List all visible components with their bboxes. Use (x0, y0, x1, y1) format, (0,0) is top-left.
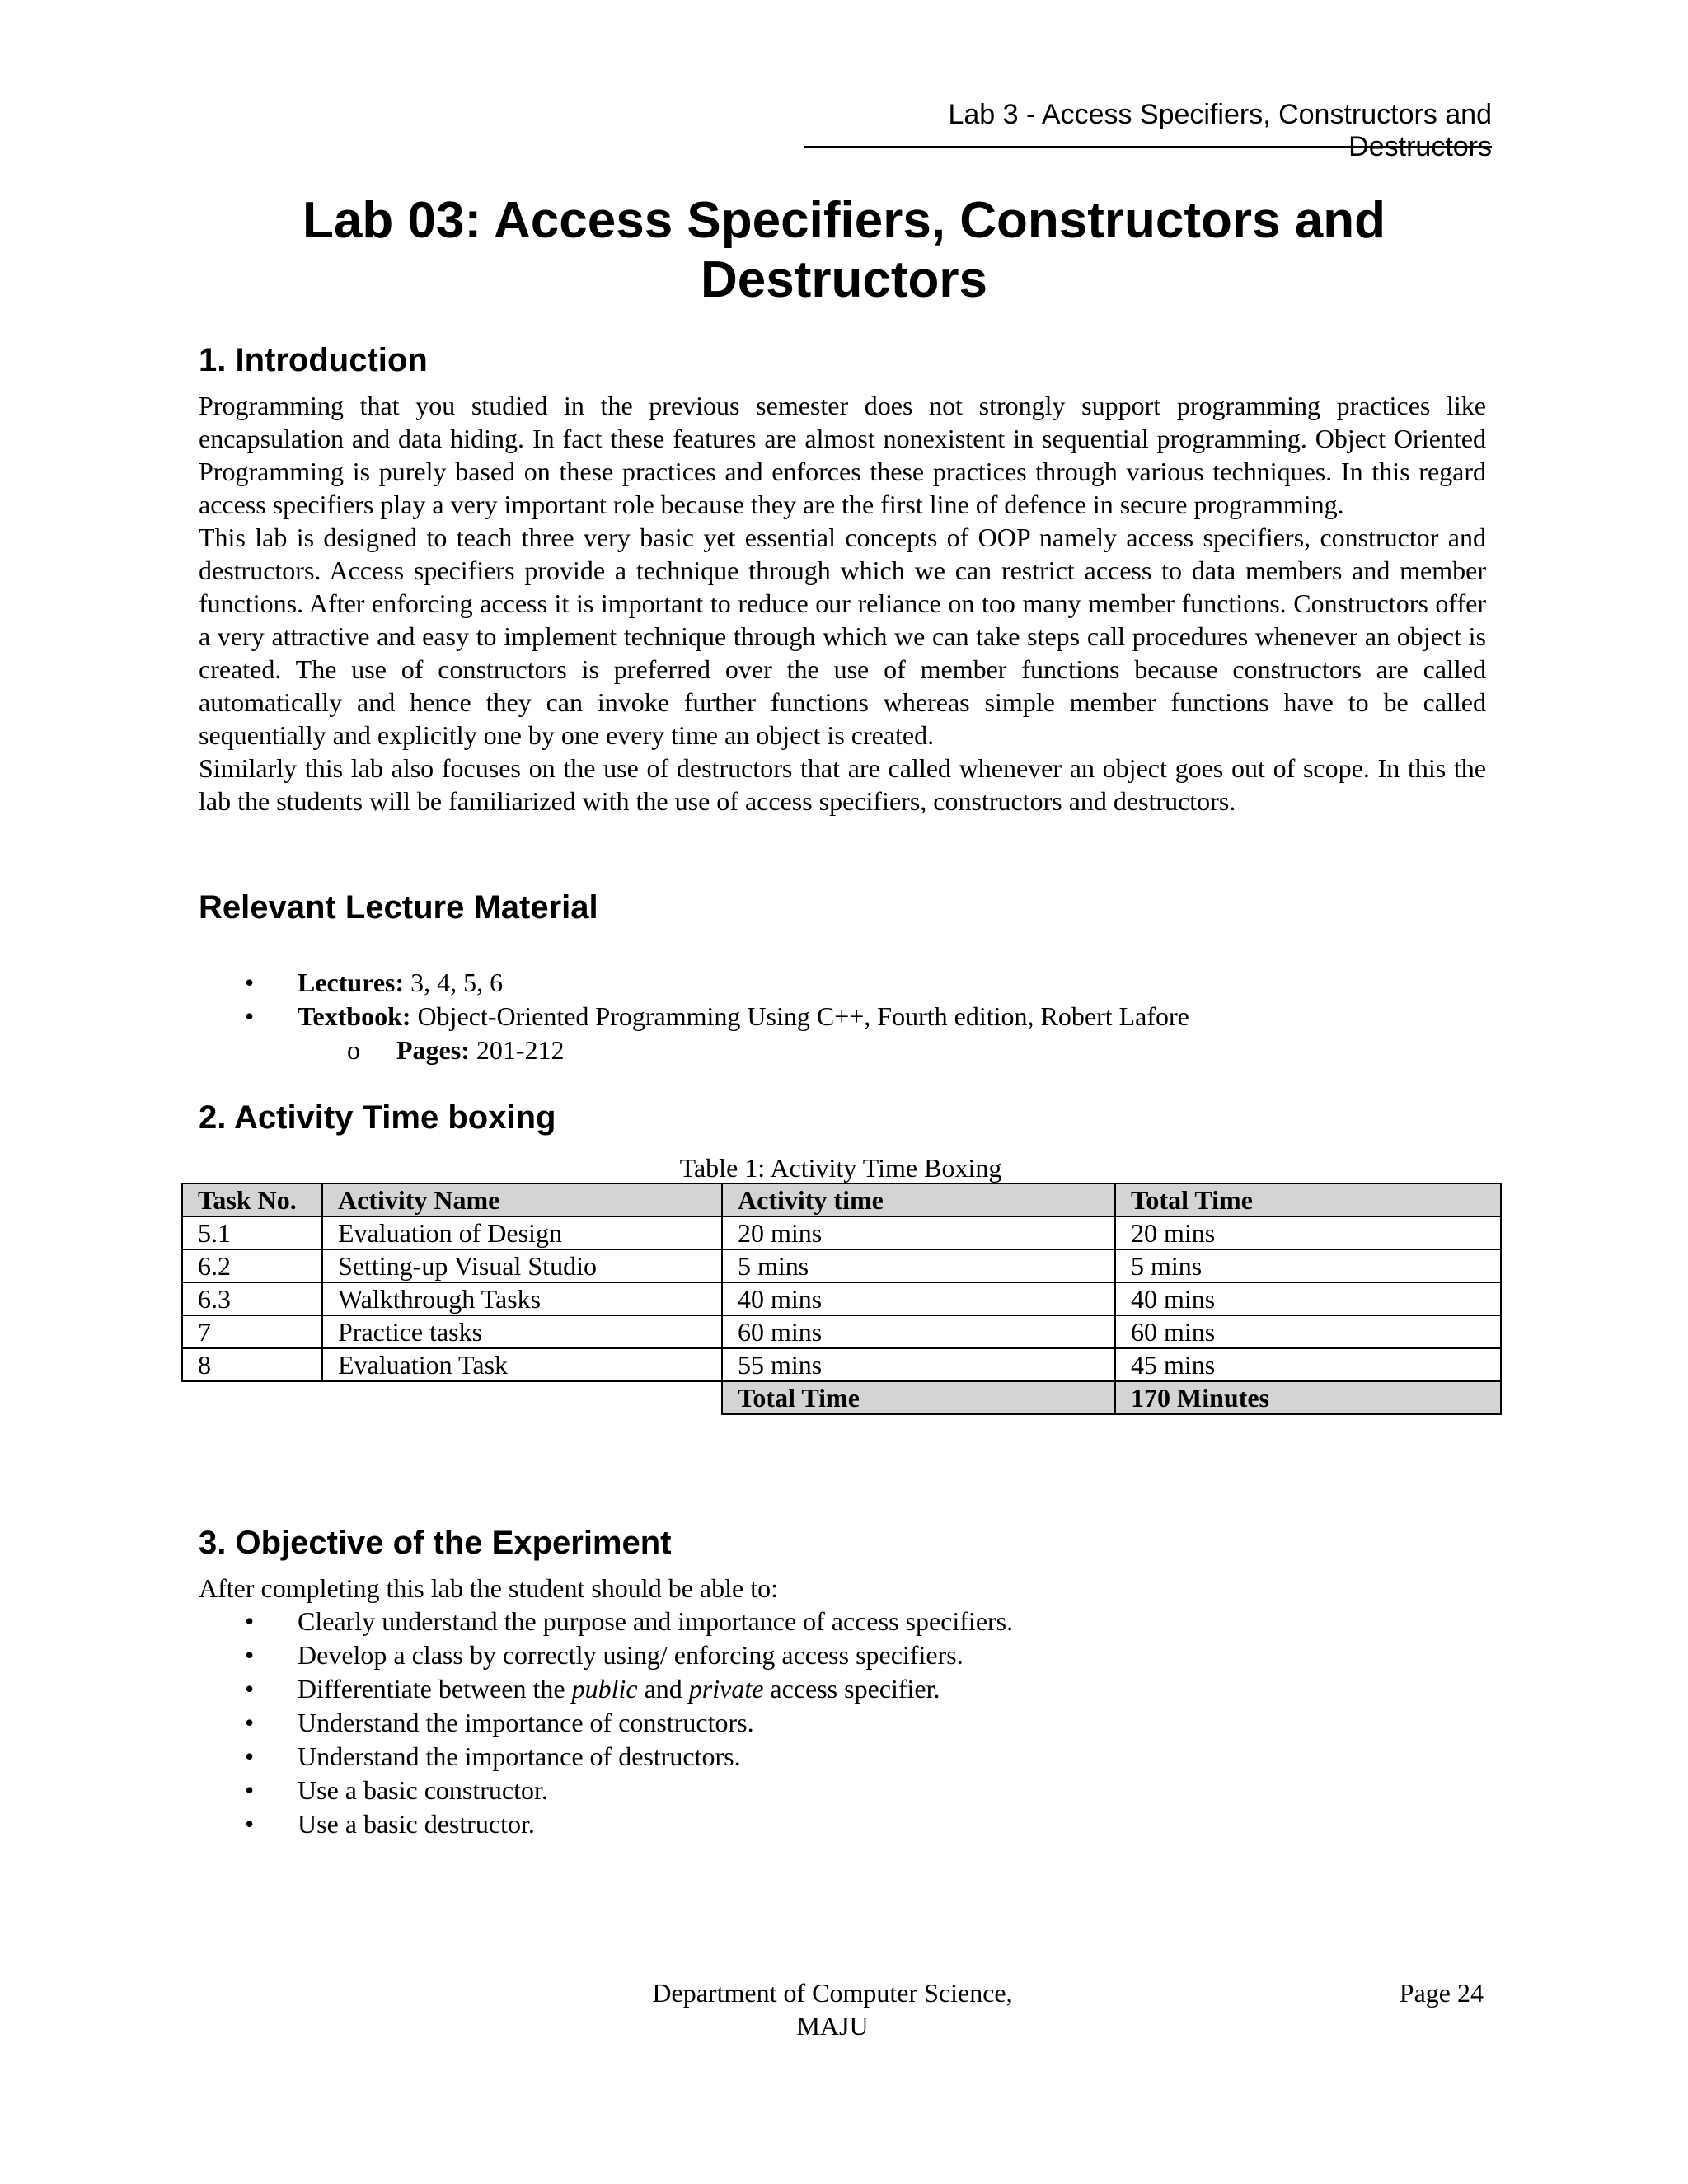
public-keyword: public (571, 1674, 638, 1704)
page-title (148, 191, 1540, 310)
table-cell: 6.3 (182, 1282, 322, 1315)
table-row (182, 1282, 1501, 1315)
private-keyword: private (688, 1674, 764, 1704)
objective-item-pre: Differentiate between the (298, 1674, 572, 1704)
list-item (199, 966, 1484, 1000)
objective-item: Understand the importance of destructors. (298, 1741, 741, 1771)
lecture-material-list (199, 966, 1484, 1067)
list-item (199, 1774, 1484, 1807)
list-item (199, 1605, 1484, 1638)
bullet-icon: • (245, 1640, 255, 1670)
table-cell: 40 mins (1115, 1282, 1501, 1315)
lectures-label: Lectures: (298, 968, 405, 997)
objective-item: Use a basic constructor. (298, 1775, 548, 1805)
objective-list (199, 1605, 1484, 1841)
table-cell: Walkthrough Tasks (322, 1282, 722, 1315)
list-item (199, 1638, 1484, 1672)
intro-paragraph: Similarly this lab also focuses on the use of destructors that are called whenever an object goes out of scope. In this the lab the students will be familiarized with the use of access specifiers, constructors and destructors. (199, 753, 1486, 816)
list-item (199, 1000, 1484, 1033)
total-value: 170 Minutes (1115, 1381, 1501, 1414)
table-cell: 7 (182, 1315, 322, 1348)
table-row (182, 1315, 1501, 1348)
list-item (199, 1033, 1484, 1067)
bullet-icon: • (245, 968, 255, 997)
table-cell: 40 mins (722, 1282, 1115, 1315)
objective-intro: After completing this lab the student should be able to: (199, 1573, 778, 1603)
intro-heading: 1. Introduction (199, 342, 428, 378)
lecture-material-heading: Relevant Lecture Material (199, 889, 598, 926)
sub-bullet-icon: o (347, 1035, 360, 1065)
footer-dept-line-1: Department of Computer Science, (652, 1978, 1013, 2008)
column-header: Total Time (1115, 1183, 1501, 1216)
pages-label: Pages: (396, 1035, 470, 1065)
title-line-2: Destructors (701, 251, 987, 308)
table-total-row (182, 1381, 1501, 1414)
bullet-icon: • (245, 1674, 255, 1704)
footer-department (577, 1976, 1088, 2042)
column-header: Activity Name (322, 1183, 722, 1216)
table-row (182, 1249, 1501, 1282)
list-item (199, 1672, 1484, 1706)
page-number: Page 24 (1399, 1978, 1484, 2008)
table-cell: 5 mins (1115, 1249, 1501, 1282)
table-cell: 55 mins (722, 1348, 1115, 1381)
objective-item: Understand the importance of constructors. (298, 1708, 754, 1737)
list-item (199, 1807, 1484, 1841)
bullet-icon: • (245, 1001, 255, 1031)
activity-table (181, 1183, 1502, 1415)
intro-paragraph: This lab is designed to teach three very basic yet essential concepts of OOP namely access specifiers, constructor and destructors. Access specifiers provide a technique through which we can restrict access to data members and member functions. After enforcing access it is important to reduce our reliance on too many member functions. Constructors offer a very attractive and easy to implement technique through which we can take steps call procedures whenever an object is created. The use of constructors is preferred over the use of member functions because constructors are called automatically and hence they can invoke further functions whereas simple member functions have to be called sequentially and explicitly one by one every time an object is created. (199, 523, 1486, 750)
table-cell: 45 mins (1115, 1348, 1501, 1381)
pages-value: 201-212 (469, 1035, 565, 1065)
footer-dept-line-2: MAJU (796, 2011, 869, 2041)
intro-paragraph: Programming that you studied in the previous semester does not strongly support programming practices like encapsulation and data hiding. In fact these features are almost nonexistent in sequential programming. Object Oriented Programming is purely based on these practices and enforces these practices through various techniques. In this regard access specifiers play a very important role because they are the first line of defence in secure programming. (199, 391, 1486, 519)
table-header-row (182, 1183, 1501, 1216)
objective-heading: 3. Objective of the Experiment (199, 1525, 672, 1561)
table-cell: Evaluation Task (322, 1348, 722, 1381)
table-row (182, 1348, 1501, 1381)
table-cell: 60 mins (1115, 1315, 1501, 1348)
objective-item-post: access specifier. (763, 1674, 940, 1704)
table-cell: Practice tasks (322, 1315, 722, 1348)
bullet-icon: • (245, 1809, 255, 1839)
table-row (182, 1216, 1501, 1249)
empty-cell (182, 1381, 722, 1414)
list-item (199, 1706, 1484, 1740)
objective-item: Use a basic destructor. (298, 1809, 535, 1839)
table-cell: 5.1 (182, 1216, 322, 1249)
table-cell: Setting-up Visual Studio (322, 1249, 722, 1282)
objective-item: Clearly understand the purpose and importance of access specifiers. (298, 1606, 1014, 1636)
bullet-icon: • (245, 1708, 255, 1737)
table-cell: 20 mins (722, 1216, 1115, 1249)
table-cell: Evaluation of Design (322, 1216, 722, 1249)
table-cell: 5 mins (722, 1249, 1115, 1282)
list-item (199, 1740, 1484, 1774)
table-cell: 60 mins (722, 1315, 1115, 1348)
table-cell: 6.2 (182, 1249, 322, 1282)
column-header: Activity time (722, 1183, 1115, 1216)
table-cell: 8 (182, 1348, 322, 1381)
textbook-value: Object-Oriented Programming Using C++, Fourth edition, Robert Lafore (410, 1001, 1189, 1031)
textbook-label: Textbook: (298, 1001, 411, 1031)
bullet-icon: • (245, 1741, 255, 1771)
total-label: Total Time (722, 1381, 1115, 1414)
bullet-icon: • (245, 1606, 255, 1636)
intro-body (199, 389, 1486, 818)
table-caption: Table 1: Activity Time Boxing (679, 1153, 1002, 1183)
title-line-1: Lab 03: Access Specifiers, Constructors and (302, 192, 1386, 249)
bullet-icon: • (245, 1775, 255, 1805)
activity-heading: 2. Activity Time boxing (199, 1099, 556, 1136)
running-header: Lab 3 - Access Specifiers, Constructors and Destructors (804, 99, 1492, 148)
table-cell: 20 mins (1115, 1216, 1501, 1249)
objective-item-mid: and (637, 1674, 689, 1704)
column-header: Task No. (182, 1183, 322, 1216)
objective-item: Develop a class by correctly using/ enforcing access specifiers. (298, 1640, 964, 1670)
lectures-value: 3, 4, 5, 6 (404, 968, 504, 997)
